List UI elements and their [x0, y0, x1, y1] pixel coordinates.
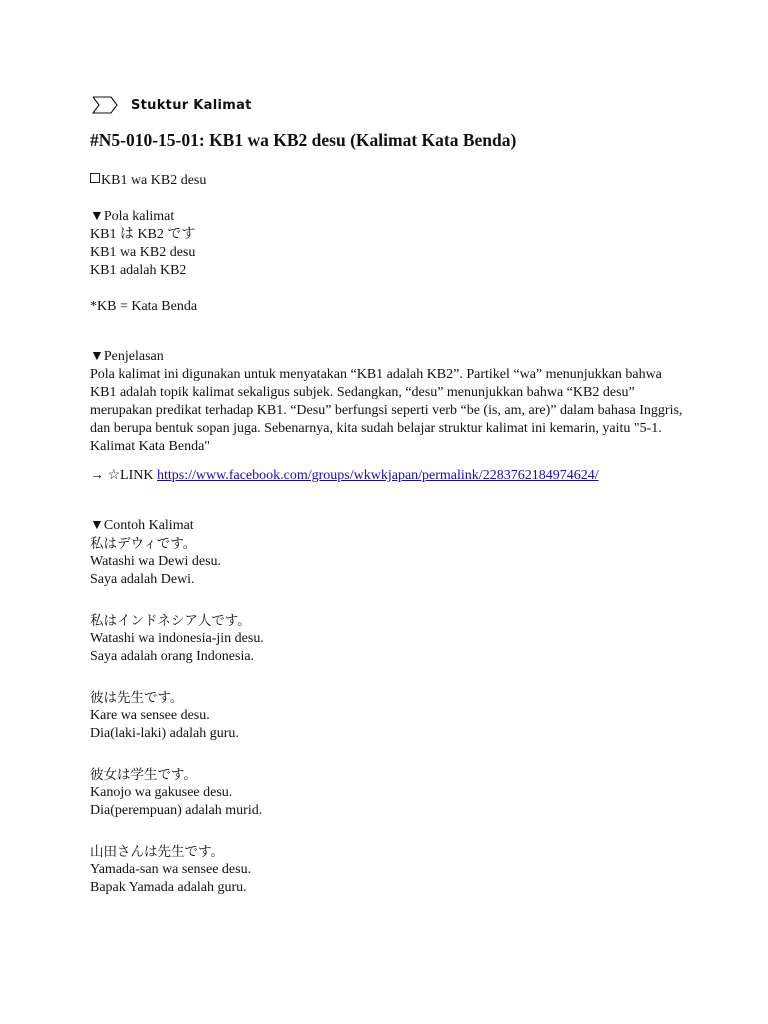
summary-line [90, 172, 690, 190]
pattern-line-japanese: KB1 は KB2 です [90, 227, 196, 242]
example-translation: Bapak Yamada adalah guru. [90, 880, 247, 895]
pattern-line-indonesian: KB1 adalah KB2 [90, 263, 187, 278]
example-translation: Dia(laki-laki) adalah guru. [90, 726, 239, 741]
chevron-arrow-icon [92, 96, 118, 114]
facebook-link[interactable]: https://www.facebook.com/groups/wkwkjapan/permalink/2283762184974624/ [157, 468, 599, 483]
example-japanese: 彼は先生です。 [90, 690, 184, 706]
example-romaji: Watashi wa indonesia-jin desu. [90, 631, 264, 646]
example-japanese: 山田さんは先生です。 [90, 844, 224, 860]
explanation-text: Pola kalimat ini digunakan untuk menyatakan “KB1 adalah KB2”. Partikel “wa” menunjukkan bahwa KB1 adalah topik kalimat sekaligus subjek. Sedangkan, “desu” menunjukkan bahwa “KB2 desu” merupakan predikat terhadap KB1. “Desu” berfungsi seperti verb “be (is, am, are)” dalam bahasa Inggris, dan berupa bentuk sopan juga. Sebenarnya, kita sudah belajar struktur kalimat ini kemarin, yaitu "5-1. Kalimat Kata Benda" [90, 367, 683, 454]
example-japanese: 私はインドネシア人です。 [90, 613, 251, 629]
explanation-heading: ▼Penjelasan [90, 349, 164, 364]
example-japanese: 私はデウィです。 [90, 536, 197, 552]
summary-text: KB1 wa KB2 desu [101, 173, 207, 188]
pattern-note: *KB = Kata Benda [90, 299, 198, 314]
example-translation: Saya adalah orang Indonesia. [90, 649, 255, 664]
checkbox-icon [90, 173, 100, 183]
example-japanese: 彼女は学生です。 [90, 767, 197, 783]
example-translation: Saya adalah Dewi. [90, 572, 195, 587]
example-romaji: Yamada-san wa sensee desu. [90, 862, 252, 877]
section-label: Stuktur Kalimat [131, 97, 252, 113]
link-line [90, 467, 690, 485]
document-title: #N5-010-15-01: KB1 wa KB2 desu (Kalimat Kata Benda) [90, 130, 517, 150]
pattern-heading: ▼Pola kalimat [90, 209, 175, 224]
example-romaji: Kare wa sensee desu. [90, 708, 210, 723]
example-romaji: Kanojo wa gakusee desu. [90, 785, 233, 800]
example-translation: Dia(perempuan) adalah murid. [90, 803, 263, 818]
document-body [90, 172, 690, 897]
example-romaji: Watashi wa Dewi desu. [90, 554, 222, 569]
examples-heading: ▼Contoh Kalimat [90, 518, 194, 533]
link-prefix: → ☆LINK [90, 468, 157, 483]
section-header [92, 94, 252, 116]
pattern-line-romaji: KB1 wa KB2 desu [90, 245, 196, 260]
